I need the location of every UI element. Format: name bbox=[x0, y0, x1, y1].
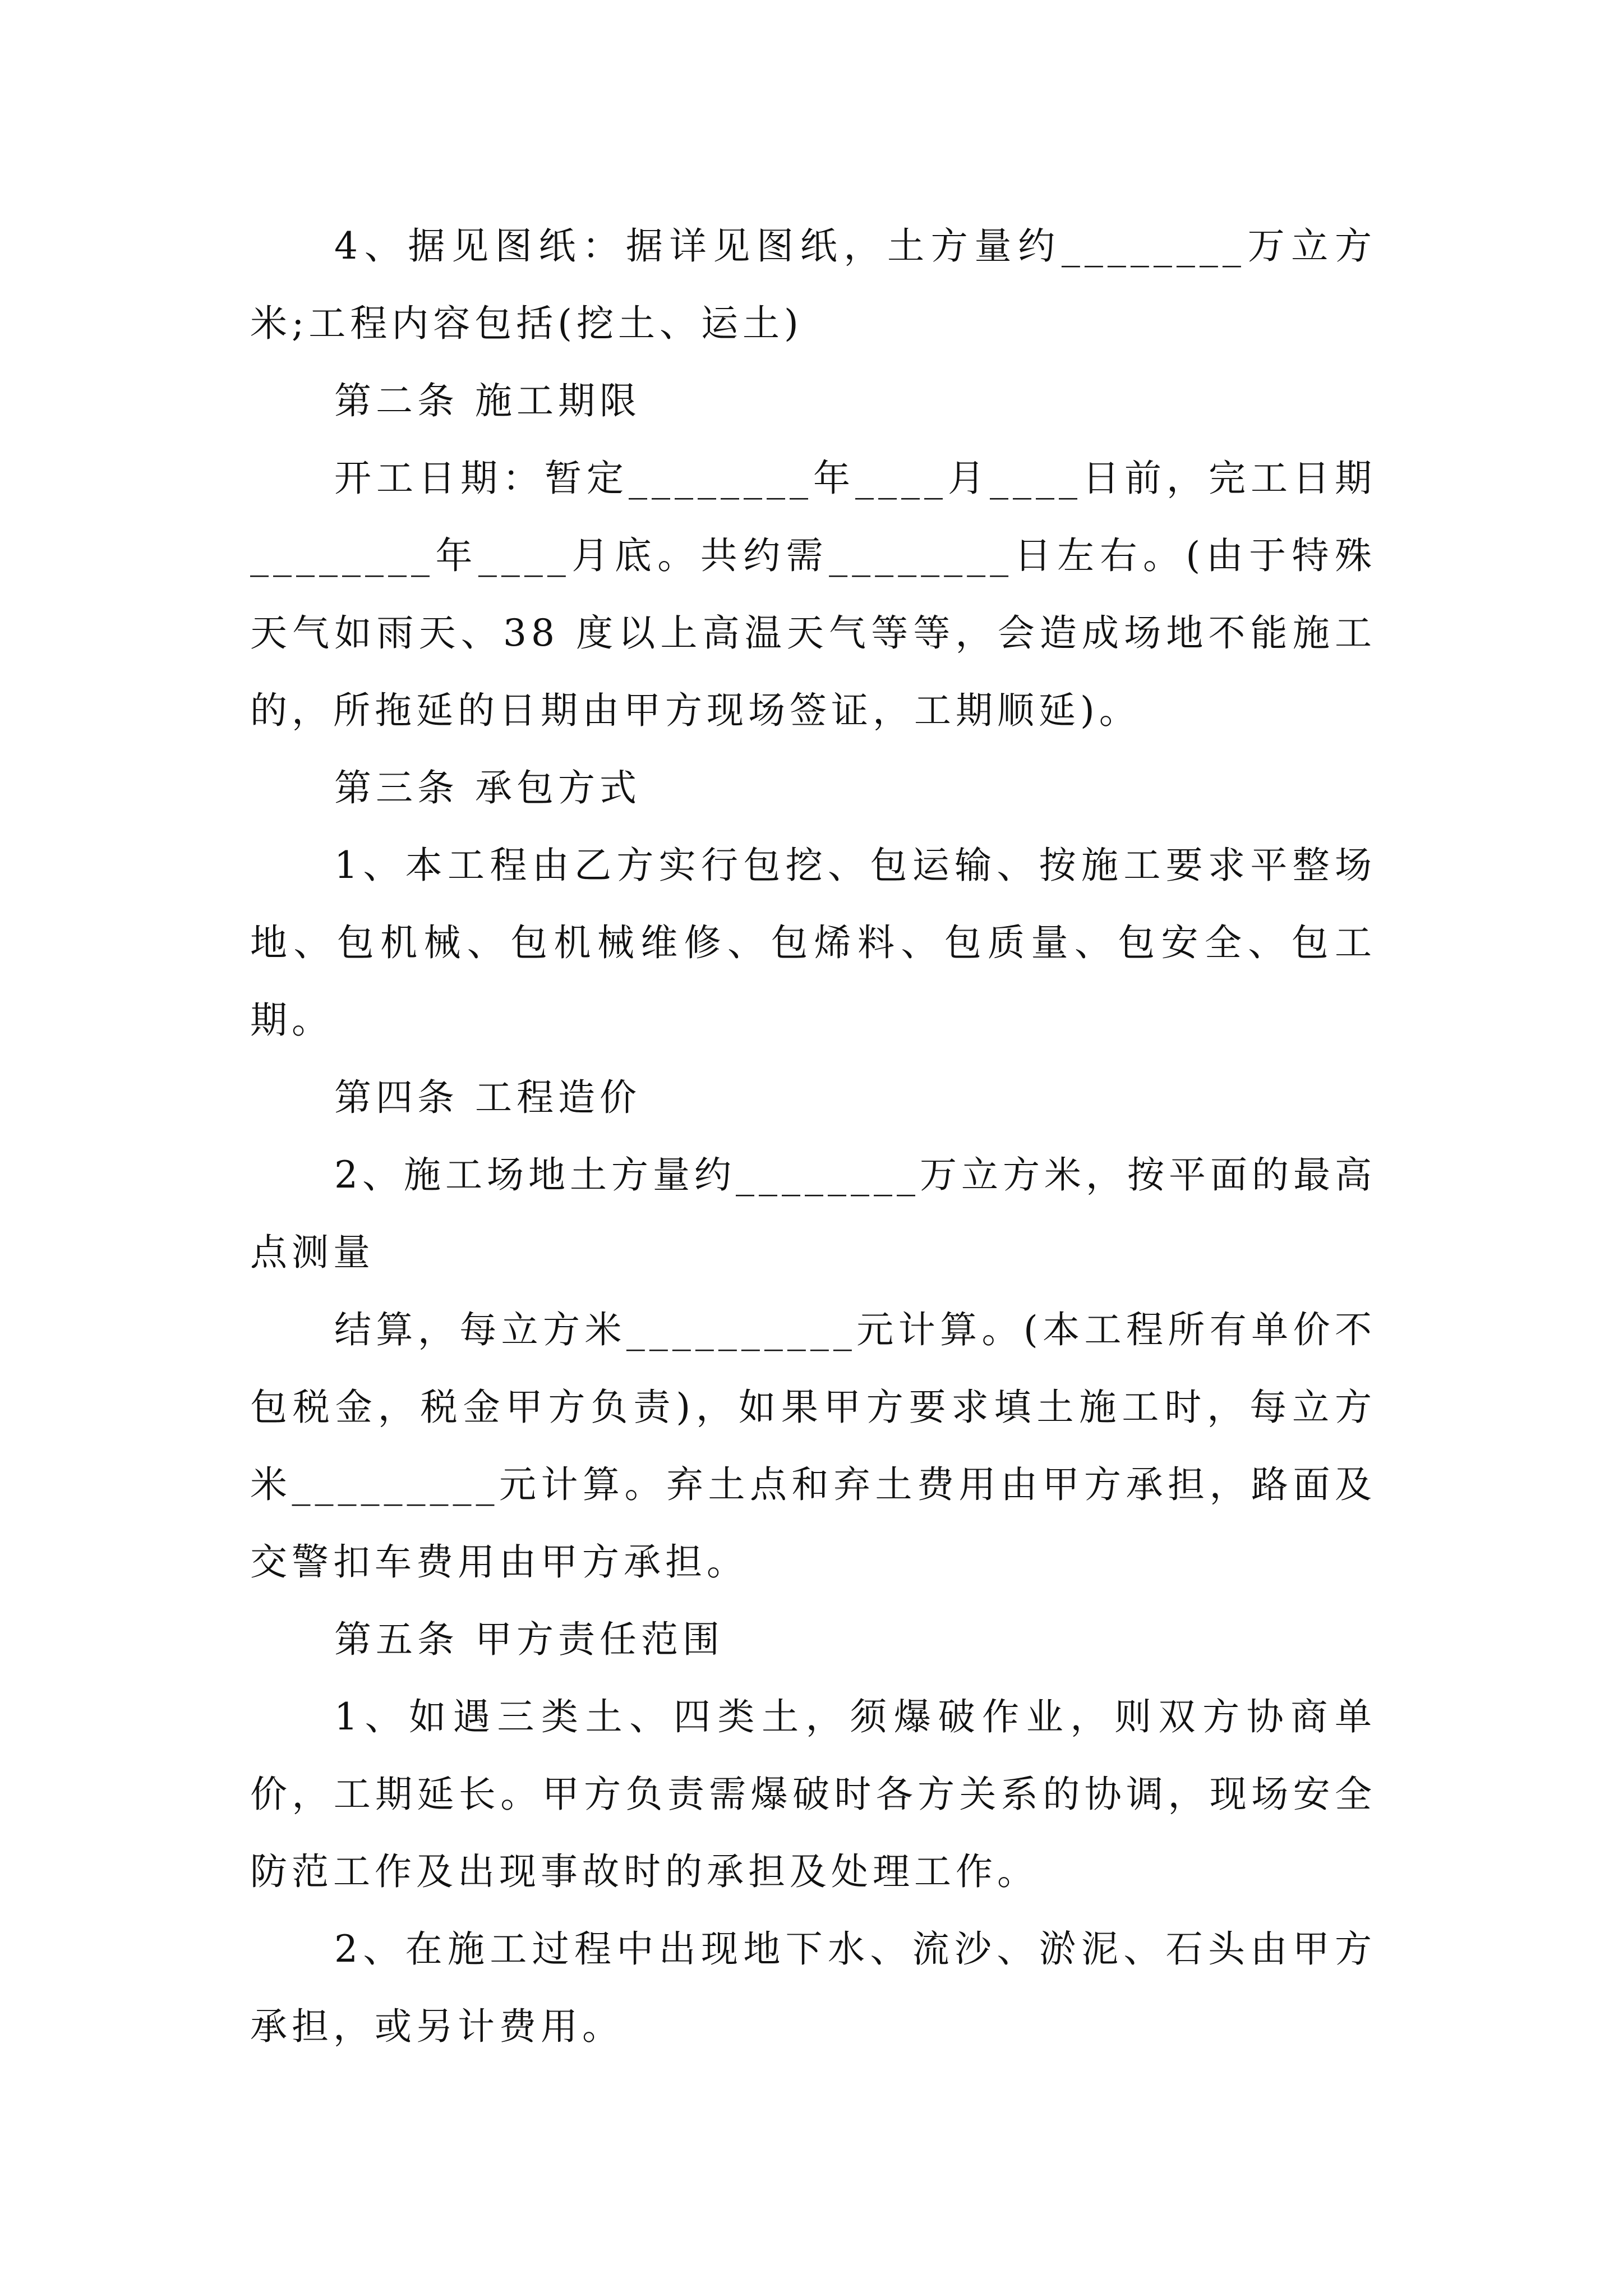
text-segment: 元计算。弃土点和弃土费用由甲方承担，路面及交警扣车费用由甲方承担。 bbox=[250, 1463, 1376, 1584]
text-segment: 月 bbox=[947, 457, 990, 500]
blank-field: __________ bbox=[626, 1308, 856, 1351]
heading-text: 第五条 甲方责任范围 bbox=[334, 1618, 724, 1661]
text-segment: 2、施工场地土方量约 bbox=[334, 1153, 736, 1197]
text-segment: 日前，完工日期 bbox=[1082, 457, 1376, 500]
paragraph-contract-method bbox=[250, 827, 1376, 1059]
blank-field: ________ bbox=[829, 534, 1013, 577]
document-body bbox=[250, 208, 1376, 2065]
blank-field: ____ bbox=[478, 534, 570, 577]
blank-field: ____ bbox=[855, 457, 947, 500]
text-segment: 年 bbox=[434, 534, 478, 577]
blank-field: ________ bbox=[629, 457, 813, 500]
section-heading-3 bbox=[250, 749, 1376, 827]
section-heading-4 bbox=[250, 1059, 1376, 1137]
paragraph-settlement bbox=[250, 1291, 1376, 1601]
text-segment: 年 bbox=[813, 457, 855, 500]
text-segment: 1、本工程由乙方实行包挖、包运输、按施工要求平整场地、包机械、包机械维修、包烯料、包质量、包安全、包工期。 bbox=[250, 844, 1376, 1042]
blank-field: ________ bbox=[1061, 224, 1246, 268]
paragraph-site-volume bbox=[250, 1137, 1376, 1291]
blank-field: ________ bbox=[736, 1153, 920, 1197]
paragraph-blasting bbox=[250, 1678, 1376, 1911]
text-segment: 日左右。(由于特殊天气如雨天、38 度以上高温天气等等，会造成场地不能施工的，所拖延的日期由甲方现场签证，工期顺延)。 bbox=[250, 534, 1377, 732]
paragraph-groundwater bbox=[250, 1911, 1376, 2065]
section-heading-2 bbox=[250, 362, 1376, 440]
text-segment: 月底。共约需 bbox=[570, 534, 829, 577]
paragraph-earthwork-drawing bbox=[250, 208, 1376, 362]
paragraph-schedule bbox=[250, 440, 1376, 749]
heading-text: 第四条 工程造价 bbox=[334, 1076, 641, 1119]
heading-text: 第二条 施工期限 bbox=[334, 379, 641, 422]
text-segment: 万立方米;工程内容包括(挖土、运土) bbox=[250, 224, 1377, 345]
heading-text: 第三条 承包方式 bbox=[334, 766, 641, 809]
section-heading-5 bbox=[250, 1601, 1376, 1678]
text-segment: 开工日期：暂定 bbox=[334, 457, 629, 500]
text-segment: 元计算。(本工程所有单价不包税金，税金甲方负责)，如果甲方要求填土施工时，每立方米 bbox=[250, 1308, 1377, 1506]
text-segment: 4、据见图纸：据详见图纸，土方量约 bbox=[334, 224, 1062, 268]
text-segment: 1、如遇三类土、四类土，须爆破作业，则双方协商单价，工期延长。甲方负责需爆破时各方关系的协调，现场安全防范工作及出现事故时的承担及处理工作。 bbox=[250, 1695, 1376, 1893]
text-segment: 万立方米，按平面的最高点测量 bbox=[250, 1153, 1376, 1274]
text-segment: 2、在施工过程中出现地下水、流沙、淤泥、石头由甲方承担，或另计费用。 bbox=[250, 1927, 1376, 2048]
blank-field: ____ bbox=[990, 457, 1082, 500]
text-segment: 结算，每立方米 bbox=[334, 1308, 626, 1351]
blank-field: ________ bbox=[250, 534, 434, 577]
blank-field: _________ bbox=[292, 1463, 499, 1506]
